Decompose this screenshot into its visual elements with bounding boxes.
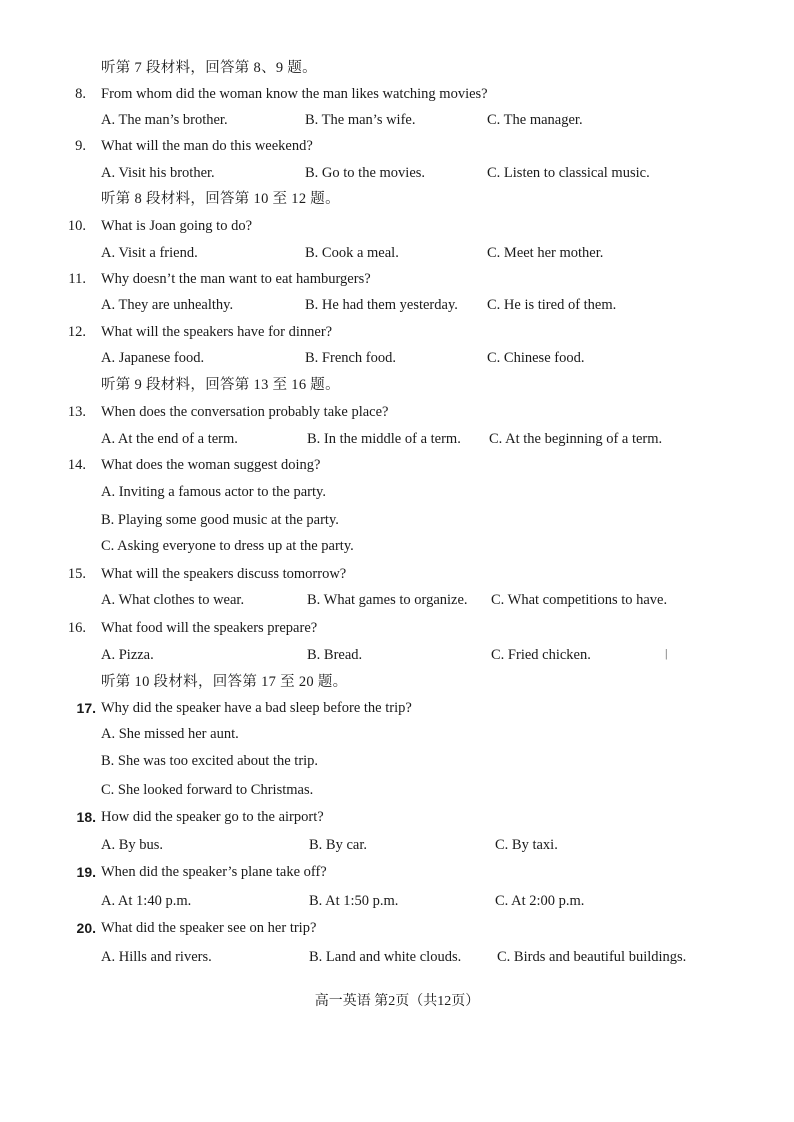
option-c: C. At the beginning of a term. [489, 431, 663, 447]
option-a: A. Visit his brother. [101, 165, 215, 181]
option-b: B. Cook a meal. [305, 245, 399, 261]
question-number: 17. [76, 700, 96, 716]
option-row [0, 510, 794, 530]
question-text: When did the speaker’s plane take off? [101, 864, 327, 880]
option-a: A. Visit a friend. [101, 245, 198, 261]
option-a: A. At the end of a term. [101, 431, 238, 447]
options-11 [0, 295, 794, 315]
question-text: When does the conversation probably take place? [101, 404, 389, 420]
question-number: 11. [68, 271, 86, 287]
option-a: A. Inviting a famous actor to the party. [101, 484, 326, 500]
options-10 [0, 243, 794, 263]
question-number: 12. [67, 324, 86, 340]
option-row [0, 482, 794, 502]
question-text: What did the speaker see on her trip? [101, 920, 317, 936]
option-b: B. Go to the movies. [305, 165, 426, 181]
option-c: C. At 2:00 p.m. [495, 893, 585, 909]
question-18 [0, 807, 794, 827]
option-b: B. Bread. [307, 647, 363, 663]
option-b: B. At 1:50 p.m. [309, 893, 399, 909]
section-instruction: 听第 7 段材料，回答第 8、9 题。 [101, 60, 317, 76]
option-c: C. She looked forward to Christmas. [101, 782, 314, 798]
option-a: A. Hills and rivers. [101, 949, 212, 965]
option-c: C. He is tired of them. [487, 297, 617, 313]
question-number: 19. [76, 864, 96, 880]
option-c: C. By taxi. [495, 837, 558, 853]
question-number: 10. [67, 218, 86, 234]
question-text: What will the man do this weekend? [101, 138, 313, 154]
question-number: 15. [67, 566, 86, 582]
question-number: 16. [67, 620, 86, 636]
option-a: A. At 1:40 p.m. [101, 893, 192, 909]
options-13 [0, 429, 794, 449]
option-b: B. He had them yesterday. [305, 297, 458, 313]
option-b: B. By car. [309, 837, 367, 853]
options-12 [0, 348, 794, 368]
option-a: A. What clothes to wear. [101, 592, 245, 608]
options-20 [0, 947, 794, 967]
question-8 [0, 84, 794, 104]
option-b: B. The man’s wife. [305, 112, 416, 128]
page-footer: 高一英语 第2页（共12页） [314, 994, 480, 1009]
option-a: A. The man’s brother. [101, 112, 228, 128]
option-b: B. French food. [305, 350, 397, 366]
question-text: What is Joan going to do? [101, 218, 253, 234]
option-a: A. Pizza. [101, 647, 154, 663]
option-b: B. What games to organize. [307, 592, 468, 608]
options-15 [0, 590, 794, 610]
question-16 [0, 618, 794, 638]
section-instruction: 听第 9 段材料，回答第 13 至 16 题。 [101, 377, 340, 393]
options-8 [0, 110, 794, 130]
question-9 [0, 136, 794, 156]
section-header [0, 672, 794, 692]
question-text: How did the speaker go to the airport? [101, 809, 324, 825]
options-19 [0, 891, 794, 911]
option-row [0, 780, 794, 800]
option-c: C. Fried chicken. [491, 647, 591, 663]
section-instruction: 听第 8 段材料，回答第 10 至 12 题。 [101, 191, 340, 207]
options-18 [0, 835, 794, 855]
question-text: Why doesn’t the man want to eat hamburgers? [101, 271, 371, 287]
option-a: A. She missed her aunt. [101, 726, 239, 742]
question-text: What food will the speakers prepare? [101, 620, 318, 636]
question-12 [0, 322, 794, 342]
options-9 [0, 163, 794, 183]
option-a: A. By bus. [101, 837, 164, 853]
question-11 [0, 269, 794, 289]
option-a: A. They are unhealthy. [101, 297, 234, 313]
option-row [0, 751, 794, 771]
question-text: What does the woman suggest doing? [101, 457, 321, 473]
option-b: B. Playing some good music at the party. [101, 512, 339, 528]
question-number: 8. [75, 86, 86, 102]
question-13 [0, 402, 794, 422]
option-row [0, 724, 794, 744]
question-number: 14. [67, 457, 86, 473]
section-header [0, 189, 794, 209]
question-number: 18. [76, 809, 96, 825]
option-c: C. Asking everyone to dress up at the party. [101, 538, 354, 554]
option-b: B. She was too excited about the trip. [101, 753, 319, 769]
option-c: C. Chinese food. [487, 350, 585, 366]
question-text: What will the speakers discuss tomorrow? [101, 566, 347, 582]
question-text: Why did the speaker have a bad sleep before the trip? [101, 700, 412, 716]
option-a: A. Japanese food. [101, 350, 205, 366]
option-b: B. In the middle of a term. [307, 431, 461, 447]
question-14 [0, 455, 794, 475]
option-c: C. Meet her mother. [487, 245, 604, 261]
question-17 [0, 698, 794, 718]
options-16 [0, 645, 794, 665]
question-text: From whom did the woman know the man likes watching movies? [101, 86, 488, 102]
question-20 [0, 918, 794, 938]
option-row [0, 536, 794, 556]
option-c: C. The manager. [487, 112, 583, 128]
question-number: 9. [75, 138, 86, 154]
option-c: C. What competitions to have. [491, 592, 668, 608]
option-b: B. Land and white clouds. [309, 949, 462, 965]
section-header [0, 58, 794, 78]
question-number: 20. [76, 920, 96, 936]
question-15 [0, 564, 794, 584]
scan-mark: | [665, 646, 668, 660]
section-instruction: 听第 10 段材料，回答第 17 至 20 题。 [101, 674, 348, 690]
question-text: What will the speakers have for dinner? [101, 324, 333, 340]
question-10 [0, 216, 794, 236]
option-c: C. Listen to classical music. [487, 165, 650, 181]
option-c: C. Birds and beautiful buildings. [497, 949, 687, 965]
question-19 [0, 862, 794, 882]
section-header [0, 375, 794, 395]
question-number: 13. [67, 404, 86, 420]
